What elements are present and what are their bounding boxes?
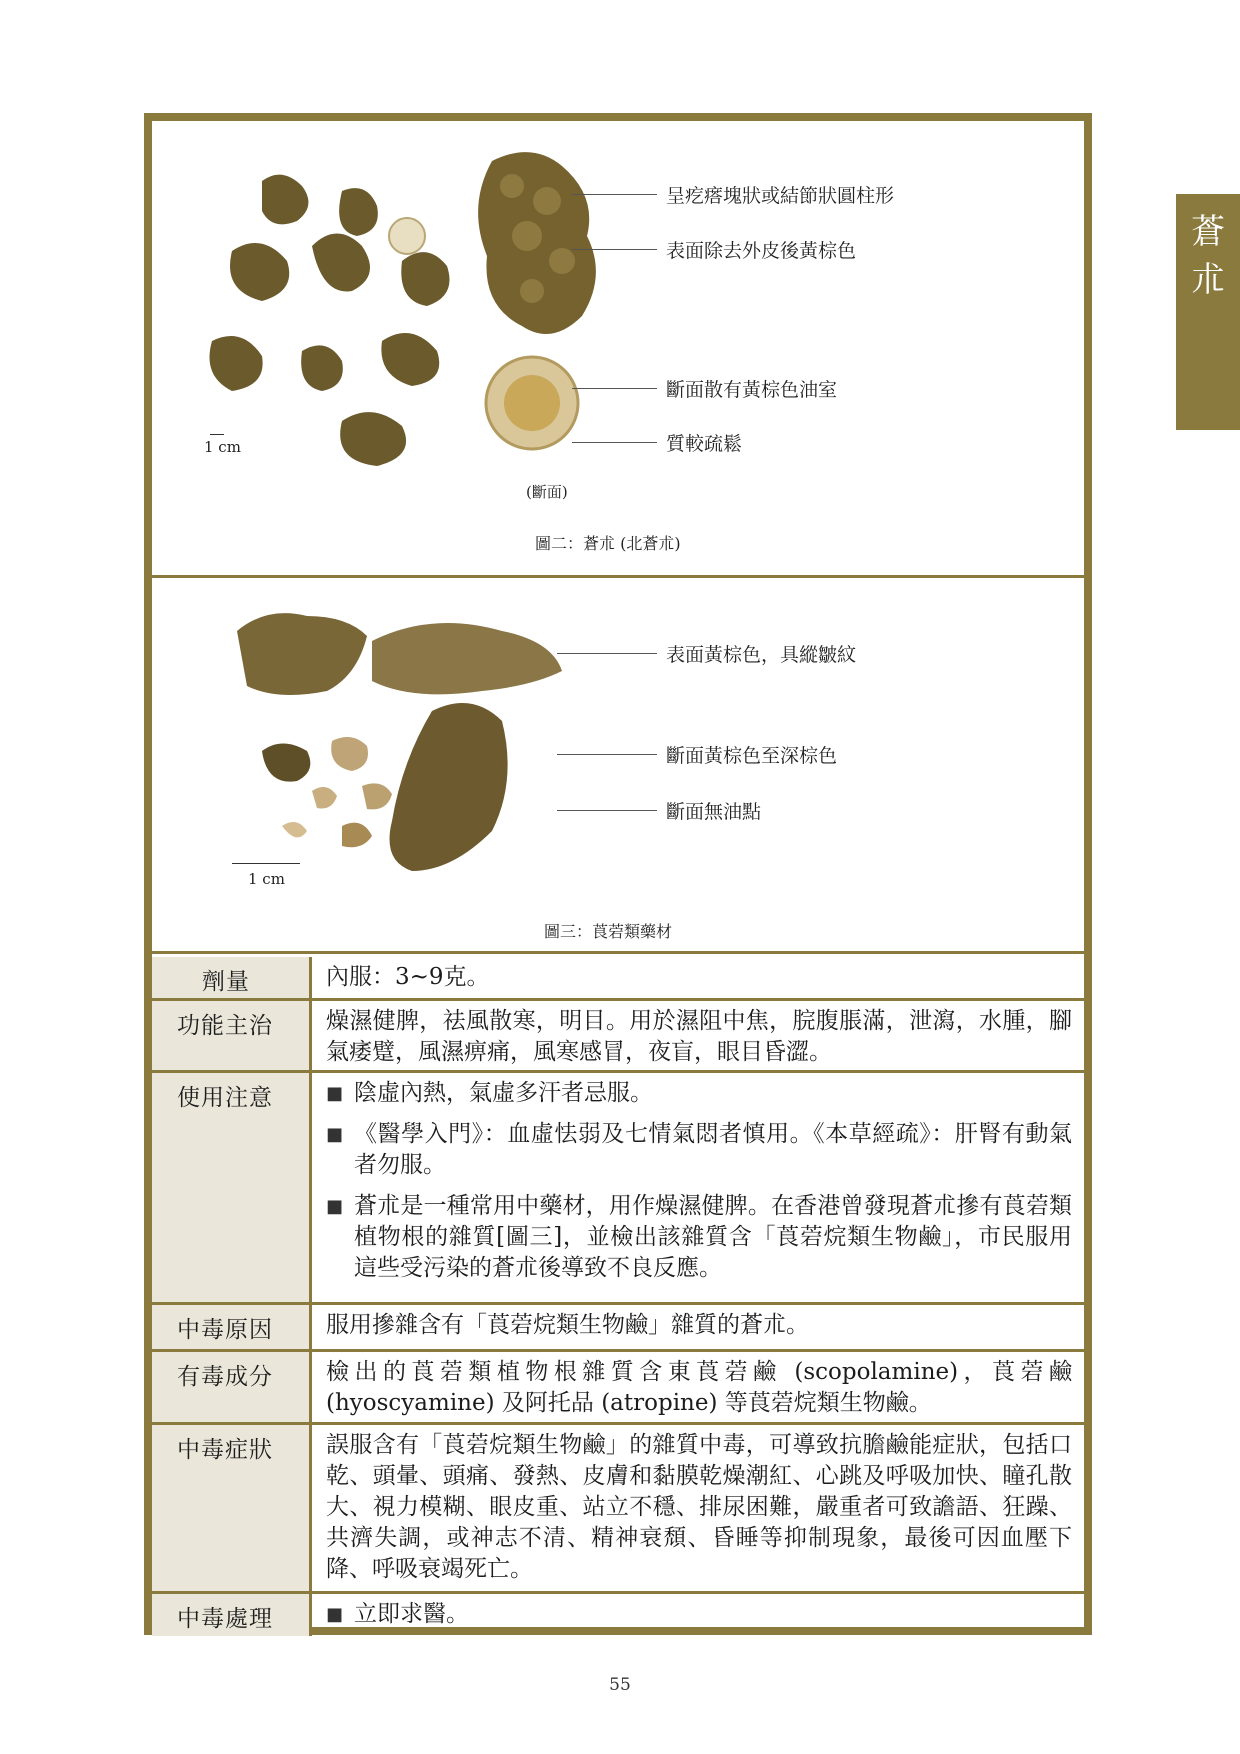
figure-3-callout-2: 斷面黃棕色至深棕色 bbox=[666, 745, 838, 767]
figure-3-scale-label: 1 cm bbox=[248, 870, 285, 888]
figure-2-caption: 圖二：蒼朮 (北蒼朮) bbox=[535, 534, 681, 553]
caution-label: 使用注意 bbox=[152, 1073, 312, 1302]
bullet-square-icon: ■ bbox=[326, 1196, 344, 1217]
dosage-label: 劑量 bbox=[152, 957, 312, 998]
cause-row bbox=[152, 1305, 1084, 1352]
side-tab-char-2: 朮 bbox=[1191, 260, 1225, 300]
caution-item-text: 蒼朮是一種常用中藥材，用作燥濕健脾。在香港曾發現蒼朮摻有莨菪類植物根的雜質[圖三]，並檢出該雜質含「莨菪烷類生物鹼」，市民服用這些受污染的蒼朮後導致不良反應。 bbox=[354, 1193, 1072, 1281]
figure-2-image bbox=[192, 141, 642, 481]
figure-3-panel bbox=[152, 581, 1084, 954]
symptoms-row bbox=[152, 1425, 1084, 1594]
side-tab-char-1: 蒼 bbox=[1191, 212, 1225, 252]
figure-2-callout-3: 斷面散有黃棕色油室 bbox=[666, 379, 838, 401]
symptoms-text: 誤服含有「莨菪烷類生物鹼」的雜質中毒，可導致抗膽鹼能症狀，包括口乾、頭暈、頭痛、發熱、皮膚和黏膜乾燥潮紅、心跳及呼吸加快、瞳孔散大、視力模糊、眼皮重、站立不穩、排尿困難，嚴重者可致譫語、狂躁、共濟失調，或神志不清、精神衰頹、昏睡等抑制現象，最後可因血壓下降、呼吸衰竭死亡。 bbox=[326, 1432, 1072, 1582]
figure-3-leader-1 bbox=[557, 653, 657, 654]
figure-3-caption: 圖三：莨菪類藥材 bbox=[544, 922, 673, 941]
info-table bbox=[152, 957, 1084, 1636]
figure-2-scale-label: 1 cm bbox=[204, 438, 241, 456]
figure-2-leader-3 bbox=[572, 388, 657, 389]
toxic-label: 有毒成分 bbox=[152, 1352, 312, 1422]
dosage-text: 內服：3~9克。 bbox=[326, 964, 490, 990]
caution-item bbox=[326, 1078, 1072, 1109]
figure-2-scale-bar bbox=[210, 434, 224, 435]
figure-2-section-label: (斷面) bbox=[526, 483, 568, 501]
figure-2-callout-1: 呈疙瘩塊狀或結節狀圓柱形 bbox=[666, 185, 895, 207]
figure-3-scale-bar bbox=[232, 863, 300, 864]
figure-2-panel bbox=[152, 121, 1084, 578]
dosage-row bbox=[152, 957, 1084, 1001]
cause-text: 服用摻雜含有「莨菪烷類生物鹼」雜質的蒼朮。 bbox=[326, 1312, 809, 1338]
bullet-square-icon: ■ bbox=[326, 1083, 344, 1104]
cause-label: 中毒原因 bbox=[152, 1305, 312, 1349]
treatment-label: 中毒處理 bbox=[152, 1594, 312, 1636]
figure-2-leader-1 bbox=[572, 194, 657, 195]
figure-3-leader-2 bbox=[557, 754, 657, 755]
page-number: 55 bbox=[609, 1675, 631, 1695]
figure-2-callout-4: 質較疏鬆 bbox=[666, 433, 743, 455]
section-side-tab bbox=[1176, 194, 1240, 430]
caution-item bbox=[326, 1119, 1072, 1181]
treatment-item bbox=[326, 1599, 1072, 1630]
figure-3-leader-3 bbox=[557, 810, 657, 811]
function-text: 燥濕健脾，祛風散寒，明目。用於濕阻中焦，脘腹脹滿，泄瀉，水腫，腳氣痿躄，風濕痹痛，風寒感冒，夜盲，眼目昏澀。 bbox=[326, 1008, 1072, 1065]
caution-item-text: 《醫學入門》：血虛怯弱及七情氣悶者慎用。《本草經疏》：肝腎有動氣者勿服。 bbox=[354, 1121, 1072, 1178]
toxic-row bbox=[152, 1352, 1084, 1425]
caution-list bbox=[312, 1073, 1084, 1302]
figure-3-callout-1: 表面黃棕色，具縱皺紋 bbox=[666, 644, 857, 666]
function-row bbox=[152, 1001, 1084, 1073]
function-label: 功能主治 bbox=[152, 1001, 312, 1070]
bullet-square-icon: ■ bbox=[326, 1124, 344, 1145]
bullet-square-icon: ■ bbox=[326, 1604, 344, 1625]
caution-item bbox=[326, 1191, 1072, 1284]
figure-2-leader-4 bbox=[572, 442, 657, 443]
caution-item-text: 陰虛內熱，氣虛多汗者忌服。 bbox=[354, 1080, 653, 1106]
figure-3-callout-3: 斷面無油點 bbox=[666, 801, 762, 823]
figure-2-leader-2 bbox=[572, 249, 657, 250]
treatment-list bbox=[312, 1594, 1084, 1636]
treatment-row bbox=[152, 1594, 1084, 1636]
toxic-text: 檢出的莨菪類植物根雜質含東莨菪鹼 (scopolamine)，莨菪鹼 (hyoscyamine) 及阿托品 (atropine) 等莨菪烷類生物鹼。 bbox=[326, 1359, 1072, 1416]
content-frame bbox=[144, 113, 1092, 1635]
figure-3-image bbox=[232, 601, 612, 891]
treatment-item-text: 立即求醫。 bbox=[354, 1601, 469, 1627]
caution-row bbox=[152, 1073, 1084, 1305]
symptoms-label: 中毒症狀 bbox=[152, 1425, 312, 1591]
figure-2-callout-2: 表面除去外皮後黃棕色 bbox=[666, 240, 857, 262]
